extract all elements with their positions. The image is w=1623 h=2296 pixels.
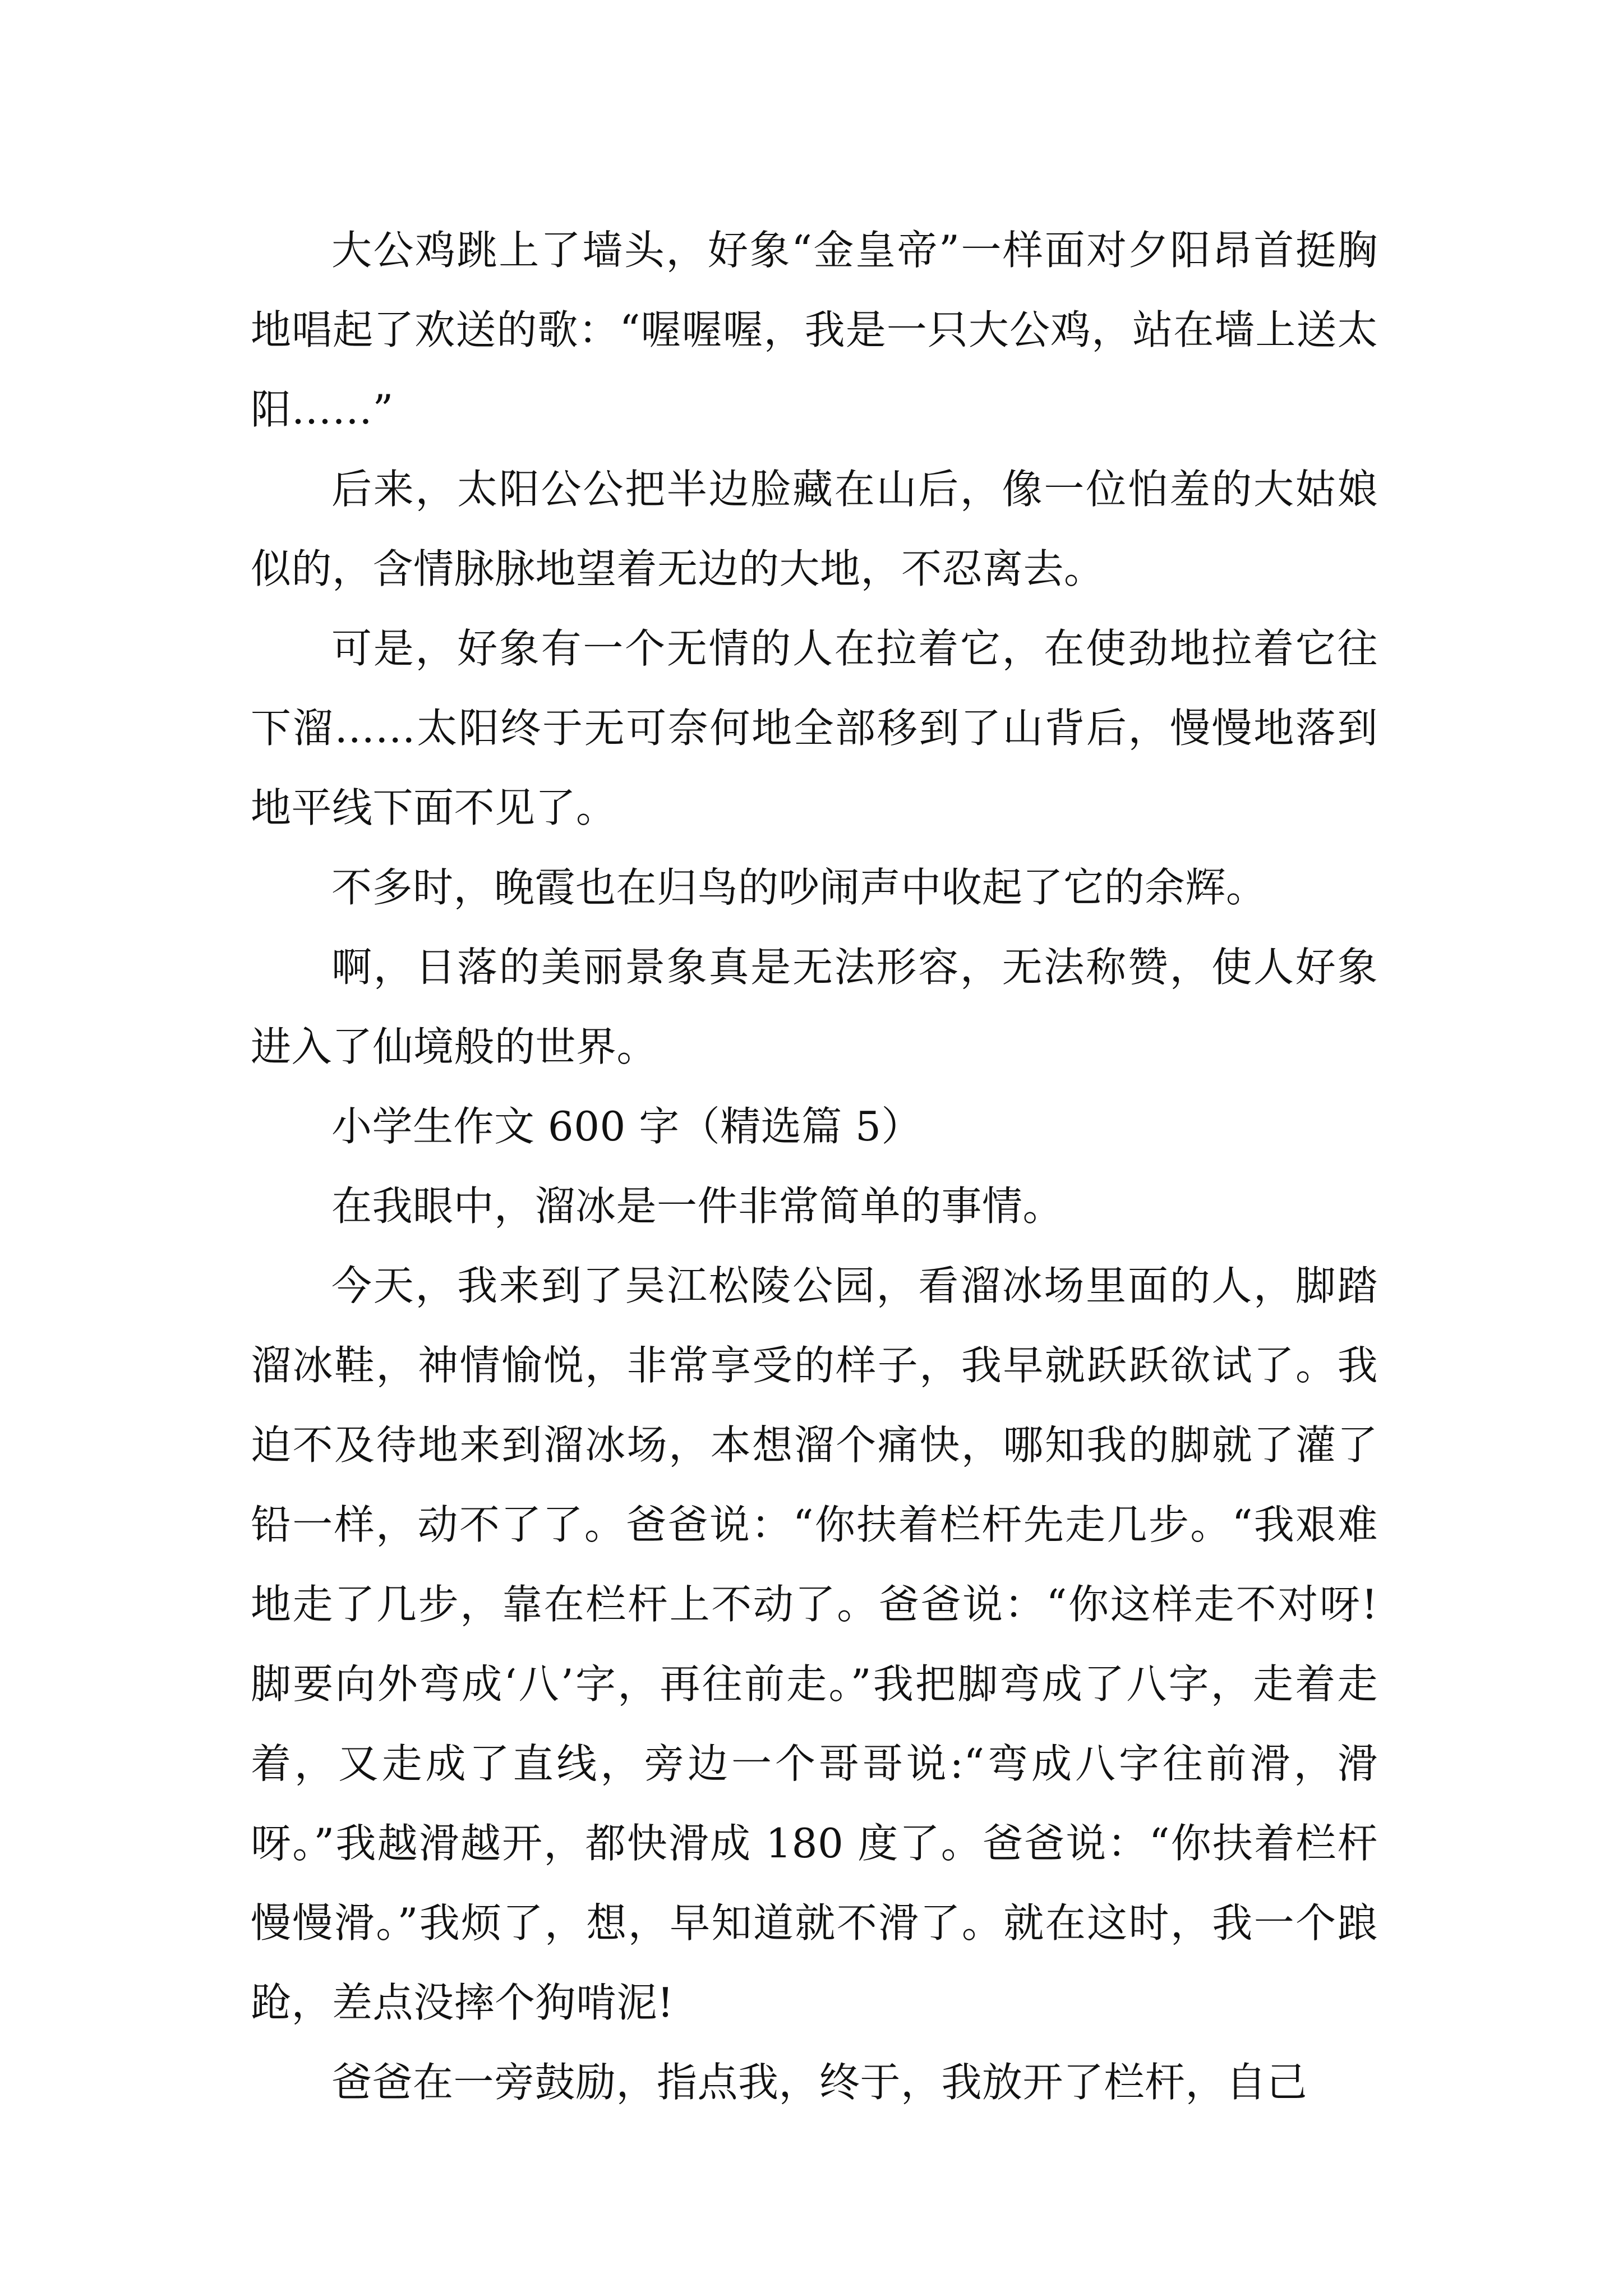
paragraph-skating-encourage: 爸爸在一旁鼓励，指点我，终于，我放开了栏杆，自己 — [331, 2059, 1308, 2106]
paragraph-sunset-beauty: 啊，日落的美丽景象真是无法形容，无法称赞，使人好象进入了仙境般的世界。 — [251, 944, 1378, 1070]
paragraph-rooster: 大公鸡跳上了墙头，好象“金皇帝”一样面对夕阳昂首挺胸地唱起了欢送的歌：“喔喔喔，我是一只大公鸡，站在墙上送太阳……” — [251, 227, 1378, 433]
paragraph-sun-hides: 后来，太阳公公把半边脸藏在山后，像一位怕羞的大姑娘似的，含情脉脉地望着无边的大地，不忍离去。 — [251, 466, 1378, 592]
paragraph-sun-sets: 可是，好象有一个无情的人在拉着它，在使劲地拉着它往下溜……太阳终于无可奈何地全部移到了山背后，慢慢地落到地平线下面不见了。 — [251, 625, 1378, 831]
section-title: 小学生作文 600 字（精选篇 5） — [331, 1103, 922, 1150]
document-body — [251, 210, 1378, 2122]
paragraph-skating-story: 今天，我来到了吴江松陵公园，看溜冰场里面的人，脚踏溜冰鞋，神情愉悦，非常享受的样子，我早就跃跃欲试了。我迫不及待地来到溜冰场，本想溜个痛快，哪知我的脚就了灌了铅一样，动不了了。爸爸说：“你扶着栏杆先走几步。“我艰难地走了几步，靠在栏杆上不动了。爸爸说：“你这样走不对呀!脚要向外弯成‘八’字，再往前走。”我把脚弯成了八字，走着走着，又走成了直线，旁边一个哥哥说:“弯成八字往前滑，滑呀。”我越滑越开，都快滑成 180 度了。爸爸说：“你扶着栏杆慢慢滑。”我烦了，想，早知道就不滑了。就在这时，我一个踉跄，差点没摔个狗啃泥! — [251, 1262, 1378, 2026]
paragraph-skating-intro: 在我眼中，溜冰是一件非常简单的事情。 — [331, 1182, 1064, 1230]
paragraph-evening-glow: 不多时，晚霞也在归鸟的吵闹声中收起了它的余辉。 — [331, 864, 1267, 911]
